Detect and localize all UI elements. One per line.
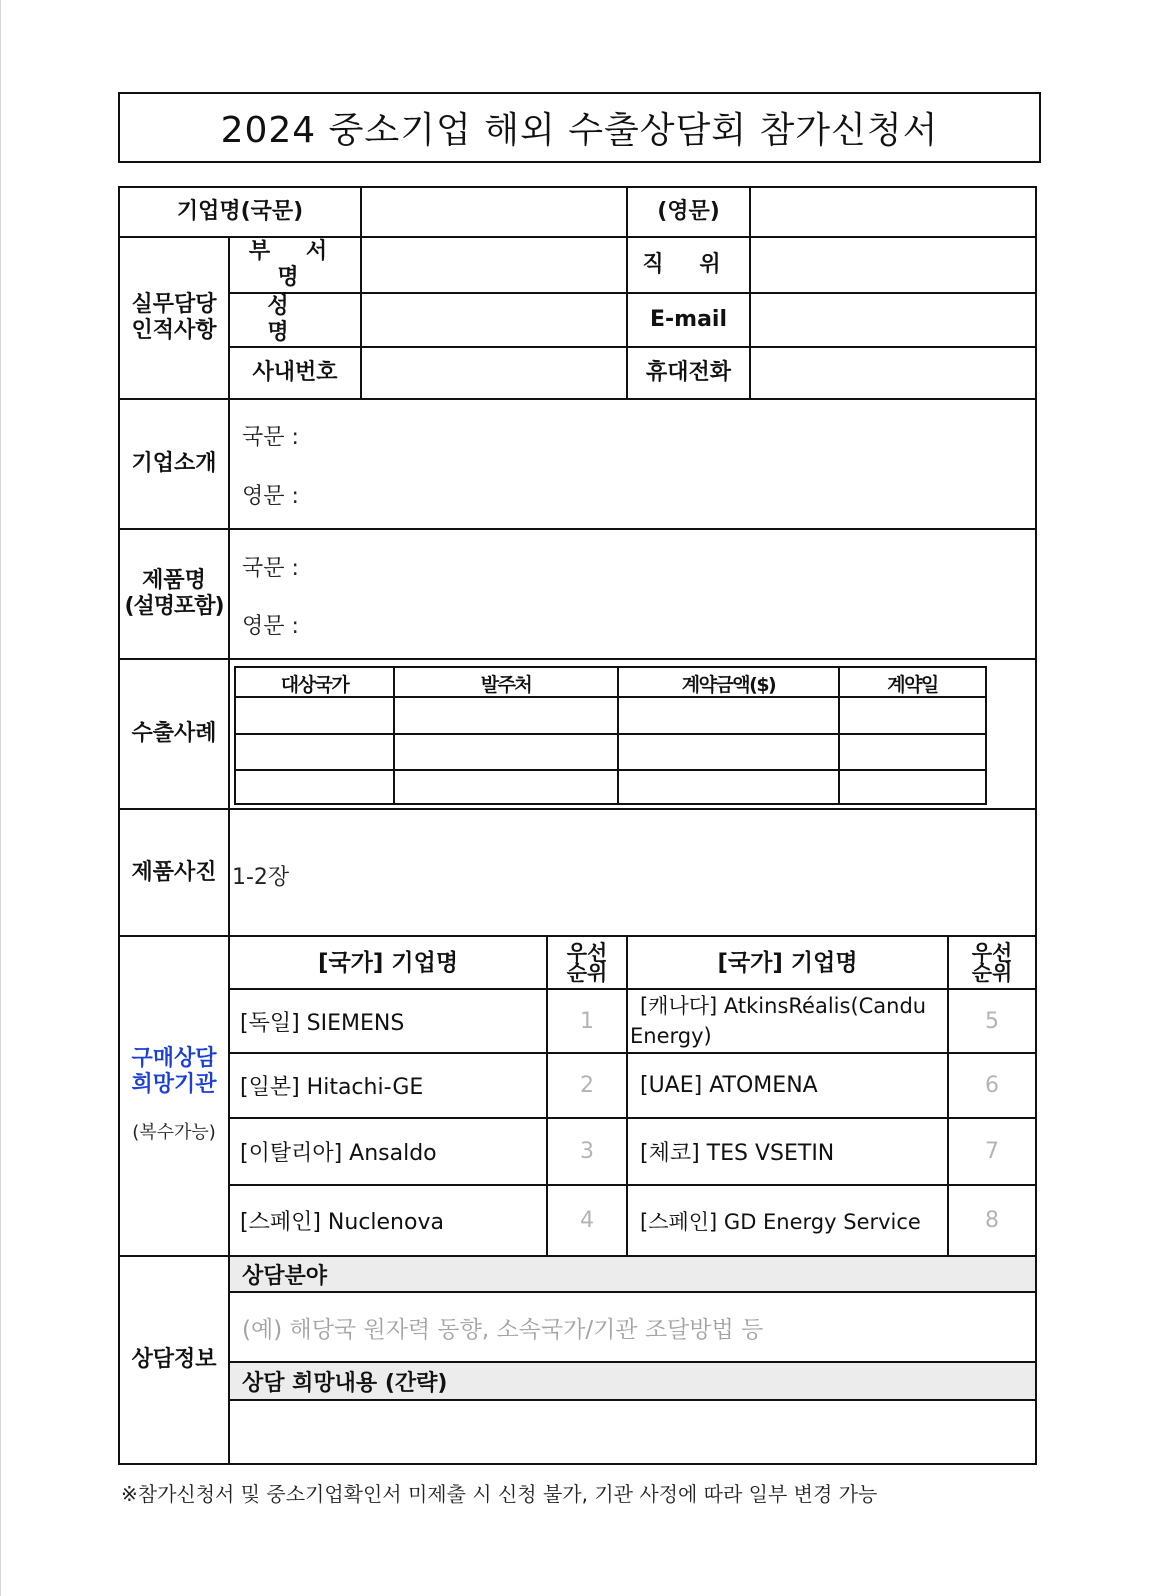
buyer-header-right: [국가] 기업명 (717, 949, 858, 976)
rank-right-2[interactable]: 6 (985, 1073, 999, 1098)
mobile-field[interactable] (751, 348, 1035, 398)
rank-right-3[interactable]: 7 (985, 1139, 999, 1164)
product-name-en[interactable]: 영문 : (242, 614, 299, 639)
export-header-country: 대상국가 (280, 673, 349, 696)
rank-left-3[interactable]: 3 (580, 1139, 594, 1164)
position-field[interactable] (751, 238, 1035, 292)
rank-header-right-line2: 순위 (971, 960, 1013, 985)
product-photo-note[interactable]: 1-2장 (232, 865, 290, 890)
buyer-section-label-line2: 희망기관 (131, 1072, 217, 1097)
name-label: 성 명 (267, 294, 323, 345)
dept-label: 부 서 명 (248, 239, 342, 290)
company-name-en-field[interactable] (751, 188, 1035, 236)
dept-field[interactable] (362, 238, 626, 292)
position-label: 직 위 (642, 252, 735, 277)
buyer-section-label-line1: 구매상담 (131, 1046, 217, 1071)
buyer-section-label (120, 937, 228, 1255)
rank-left-2[interactable]: 2 (580, 1073, 594, 1098)
name-field[interactable] (362, 294, 626, 346)
product-photo-label: 제품사진 (131, 859, 217, 885)
consult-info-label: 상담정보 (131, 1347, 217, 1372)
export-header-date: 계약일 (887, 673, 938, 696)
rank-left-4[interactable]: 4 (580, 1208, 594, 1233)
product-name-label-line1: 제품명 (142, 568, 206, 593)
buyer-right-3[interactable]: [체코] TES VSETIN (640, 1141, 835, 1166)
buyer-right-2[interactable]: [UAE] ATOMENA (640, 1073, 818, 1098)
company-intro-kr[interactable]: 국문 : (242, 425, 299, 450)
consult-content-input[interactable] (230, 1401, 1035, 1463)
buyer-header-left: [국가] 기업명 (317, 949, 459, 976)
export-cases-table (234, 666, 987, 805)
buyer-left-1[interactable]: [독일] SIEMENS (240, 1010, 405, 1036)
buyer-right-4[interactable]: [스페인] GD Energy Service (640, 1209, 921, 1234)
rank-right-4[interactable]: 8 (985, 1208, 999, 1233)
consult-content-label: 상담 희망내용 (간략) (242, 1370, 448, 1396)
footnote: ※참가신청서 및 중소기업확인서 미제출 시 신청 불가, 기관 사정에 따라 일부 변경 가능 (121, 1482, 878, 1506)
product-name-kr[interactable]: 국문 : (242, 556, 299, 581)
company-name-kr-field[interactable] (362, 188, 626, 236)
consult-field-label: 상담분야 (242, 1263, 328, 1289)
consult-field-input[interactable]: (예) 해당국 원자력 동향, 소속국가/기관 조달방법 등 (242, 1316, 764, 1343)
company-intro-label: 기업소개 (131, 451, 217, 476)
ext-number-label: 사내번호 (252, 360, 338, 385)
company-name-kr-label: 기업명(국문) (176, 199, 304, 224)
product-name-label (120, 530, 228, 658)
rank-header-left-line2: 순위 (566, 960, 608, 985)
rank-header-right-line1: 우선 (971, 940, 1013, 965)
contact-section-label (120, 238, 228, 398)
export-header-client: 발주처 (480, 673, 532, 696)
company-intro-en[interactable]: 영문 : (242, 484, 299, 509)
buyer-right-1-line2: Energy) (630, 1024, 712, 1048)
email-label: E-mail (649, 307, 727, 332)
rank-header-left (548, 937, 626, 988)
company-name-en-label: (영문) (657, 199, 720, 224)
buyer-left-4[interactable]: [스페인] Nuclenova (240, 1210, 444, 1235)
page-edge (0, 0, 1, 1596)
mobile-label: 휴대전화 (645, 360, 731, 385)
rank-right-1[interactable]: 5 (985, 1008, 999, 1034)
export-cases-label: 수출사례 (131, 721, 217, 746)
buyer-right-1-line1: [캐나다] AtkinsRéalis(Candu (640, 994, 927, 1018)
contact-section-label-line2: 인적사항 (131, 318, 217, 343)
form-title: 2024 중소기업 해외 수출상담회 참가신청서 (118, 92, 1041, 163)
export-header-amount: 계약금액($) (681, 673, 776, 696)
rank-header-right (949, 937, 1035, 988)
product-name-label-line2: (설명포함) (124, 594, 224, 619)
email-field[interactable] (751, 294, 1035, 346)
contact-section-label-line1: 실무담당 (131, 292, 217, 317)
rank-header-left-line1: 우선 (566, 940, 608, 965)
buyer-left-3[interactable]: [이탈리아] Ansaldo (240, 1141, 437, 1166)
buyer-left-2[interactable]: [일본] Hitachi-GE (240, 1075, 424, 1100)
rank-left-1[interactable]: 1 (580, 1008, 594, 1034)
buyer-section-note: (복수가능) (132, 1122, 216, 1143)
application-form (118, 186, 1037, 1465)
buyer-right-1[interactable] (630, 990, 946, 1052)
ext-number-field[interactable] (362, 348, 626, 398)
